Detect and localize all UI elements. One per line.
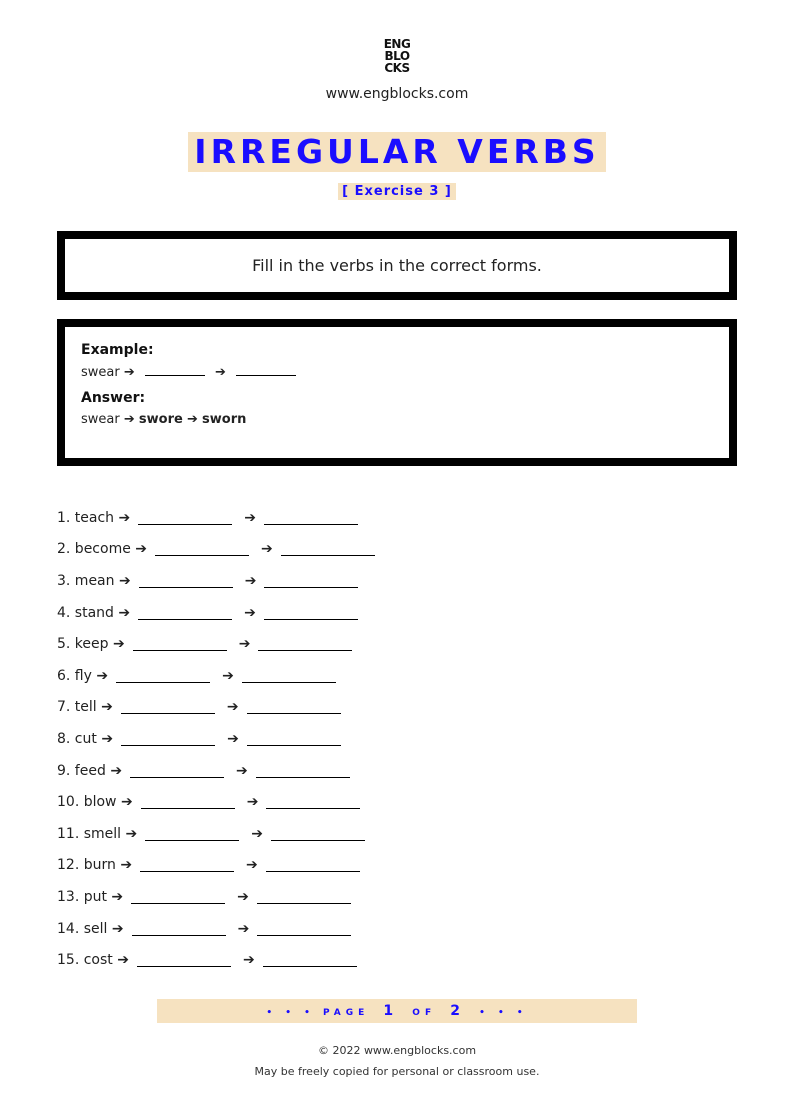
example-box — [57, 319, 737, 466]
answer-blank-participle[interactable] — [263, 953, 357, 967]
answer-blank-participle[interactable] — [271, 827, 365, 841]
answer-blank-participle[interactable] — [264, 511, 358, 525]
arrow-icon: ➔ — [222, 667, 234, 684]
arrow-icon: ➔ — [120, 857, 133, 874]
answer-blank-past[interactable] — [138, 606, 232, 620]
arrow-icon: ➔ — [125, 825, 138, 842]
pager-page-word: PAGE — [322, 1008, 370, 1018]
license-note: May be freely copied for personal or classroom use. — [254, 1065, 540, 1078]
pager-dots-right: • • • — [479, 1008, 528, 1018]
answer-participle: sworn — [202, 412, 247, 427]
answer-blank-past[interactable] — [141, 795, 235, 809]
arrow-icon: ➔ — [186, 412, 198, 427]
site-url: www.engblocks.com — [325, 86, 469, 102]
item-verb: 15. cost — [57, 952, 113, 969]
logo-line: CKS — [384, 61, 410, 75]
page-title: IRREGULAR VERBS — [188, 132, 605, 172]
exercise-item — [57, 913, 387, 945]
item-verb: 2. become — [57, 541, 131, 558]
engblocks-logo — [376, 38, 418, 74]
pager-of-word: OF — [412, 1008, 437, 1018]
answer-blank-past[interactable] — [131, 890, 225, 904]
answer-blank-past[interactable] — [145, 827, 239, 841]
arrow-icon: ➔ — [215, 365, 226, 380]
example-label: Example: — [81, 342, 154, 358]
item-verb: 10. blow — [57, 794, 117, 811]
logo-line: BLO — [384, 49, 410, 63]
answer-blank-past[interactable] — [132, 922, 226, 936]
logo-line: ENG — [383, 37, 411, 51]
arrow-icon: ➔ — [118, 509, 131, 526]
exercise-item — [57, 850, 387, 882]
answer-past: swore — [138, 412, 183, 427]
answer-blank-participle[interactable] — [257, 922, 351, 936]
arrow-icon: ➔ — [111, 920, 124, 937]
answer-blank-participle[interactable] — [281, 542, 375, 556]
arrow-icon: ➔ — [135, 541, 148, 558]
answer-blank-participle[interactable] — [242, 669, 336, 683]
arrow-icon: ➔ — [246, 794, 259, 811]
arrow-icon: ➔ — [112, 636, 125, 653]
arrow-icon: ➔ — [227, 730, 239, 747]
answer-blank-past[interactable] — [121, 732, 215, 746]
answer-blank-participle[interactable] — [264, 606, 358, 620]
arrow-icon: ➔ — [118, 604, 131, 621]
exercise-item — [57, 881, 387, 913]
arrow-icon: ➔ — [101, 699, 113, 716]
answer-blank-participle[interactable] — [256, 764, 350, 778]
answer-blank-past[interactable] — [140, 858, 234, 872]
answer-blank-participle[interactable] — [258, 637, 352, 651]
arrow-icon: ➔ — [237, 888, 249, 905]
item-verb: 5. keep — [57, 636, 109, 653]
answer-blank-past[interactable] — [138, 511, 232, 525]
instructions-text: Fill in the verbs in the correct forms. — [252, 256, 542, 275]
arrow-icon: ➔ — [226, 699, 239, 716]
item-verb: 9. feed — [57, 762, 106, 779]
instructions-box — [57, 231, 737, 300]
example-blank-past — [145, 364, 205, 376]
example-word: swear — [81, 365, 120, 380]
arrow-icon: ➔ — [120, 794, 133, 811]
arrow-icon: ➔ — [118, 572, 131, 589]
example-blank-participle — [236, 364, 296, 376]
answer-blank-participle[interactable] — [257, 890, 351, 904]
arrow-icon: ➔ — [123, 365, 135, 380]
answer-blank-past[interactable] — [116, 669, 210, 683]
pager-current: 1 — [383, 1003, 399, 1019]
item-verb: 3. mean — [57, 572, 115, 589]
exercise-subtitle: [ Exercise 3 ] — [338, 183, 456, 200]
answer-blank-participle[interactable] — [247, 700, 341, 714]
answer-blank-past[interactable] — [139, 574, 233, 588]
arrow-icon: ➔ — [244, 604, 256, 621]
answer-blank-participle[interactable] — [266, 795, 360, 809]
answer-line — [81, 412, 713, 427]
answer-label: Answer: — [81, 390, 146, 406]
item-verb: 12. burn — [57, 857, 116, 874]
exercise-item — [57, 786, 387, 818]
answer-blank-past[interactable] — [133, 637, 227, 651]
item-verb: 7. tell — [57, 699, 97, 716]
exercise-list — [57, 502, 387, 976]
arrow-icon: ➔ — [96, 667, 109, 684]
exercise-item — [57, 565, 387, 597]
answer-blank-past[interactable] — [130, 764, 224, 778]
exercise-item — [57, 534, 387, 566]
arrow-icon: ➔ — [111, 888, 124, 905]
answer-word: swear — [81, 412, 120, 427]
item-verb: 13. put — [57, 888, 107, 905]
arrow-icon: ➔ — [251, 825, 263, 842]
exercise-item — [57, 502, 387, 534]
exercise-item — [57, 755, 387, 787]
answer-blank-participle[interactable] — [247, 732, 341, 746]
answer-blank-past[interactable] — [121, 700, 215, 714]
arrow-icon: ➔ — [238, 636, 251, 653]
exercise-item — [57, 660, 387, 692]
copyright: © 2022 www.engblocks.com — [317, 1044, 477, 1057]
exercise-item — [57, 723, 387, 755]
item-verb: 6. fly — [57, 667, 92, 684]
exercise-item — [57, 692, 387, 724]
arrow-icon: ➔ — [237, 920, 250, 937]
exercise-item — [57, 597, 387, 629]
arrow-icon: ➔ — [246, 857, 258, 874]
subtitle-container — [0, 180, 794, 200]
item-verb: 8. cut — [57, 730, 97, 747]
exercise-item — [57, 818, 387, 850]
item-verb: 11. smell — [57, 825, 122, 842]
arrow-icon: ➔ — [101, 730, 114, 747]
pager-dots-left: • • • — [266, 1008, 315, 1018]
item-verb: 4. stand — [57, 604, 114, 621]
exercise-item — [57, 628, 387, 660]
pager-total: 2 — [450, 1003, 465, 1019]
arrow-icon: ➔ — [117, 952, 129, 969]
arrow-icon: ➔ — [110, 762, 123, 779]
item-verb: 14. sell — [57, 920, 108, 937]
answer-blank-past[interactable] — [155, 542, 249, 556]
exercise-item — [57, 944, 387, 976]
arrow-icon: ➔ — [123, 412, 135, 427]
answer-blank-participle[interactable] — [266, 858, 360, 872]
item-verb: 1. teach — [57, 509, 115, 526]
answer-blank-participle[interactable] — [264, 574, 358, 588]
arrow-icon: ➔ — [261, 541, 273, 558]
title-container — [0, 132, 794, 172]
example-line — [81, 364, 713, 380]
arrow-icon: ➔ — [244, 572, 257, 589]
page-indicator — [157, 999, 637, 1023]
answer-blank-past[interactable] — [137, 953, 231, 967]
arrow-icon: ➔ — [244, 509, 256, 526]
arrow-icon: ➔ — [242, 952, 255, 969]
arrow-icon: ➔ — [236, 762, 248, 779]
